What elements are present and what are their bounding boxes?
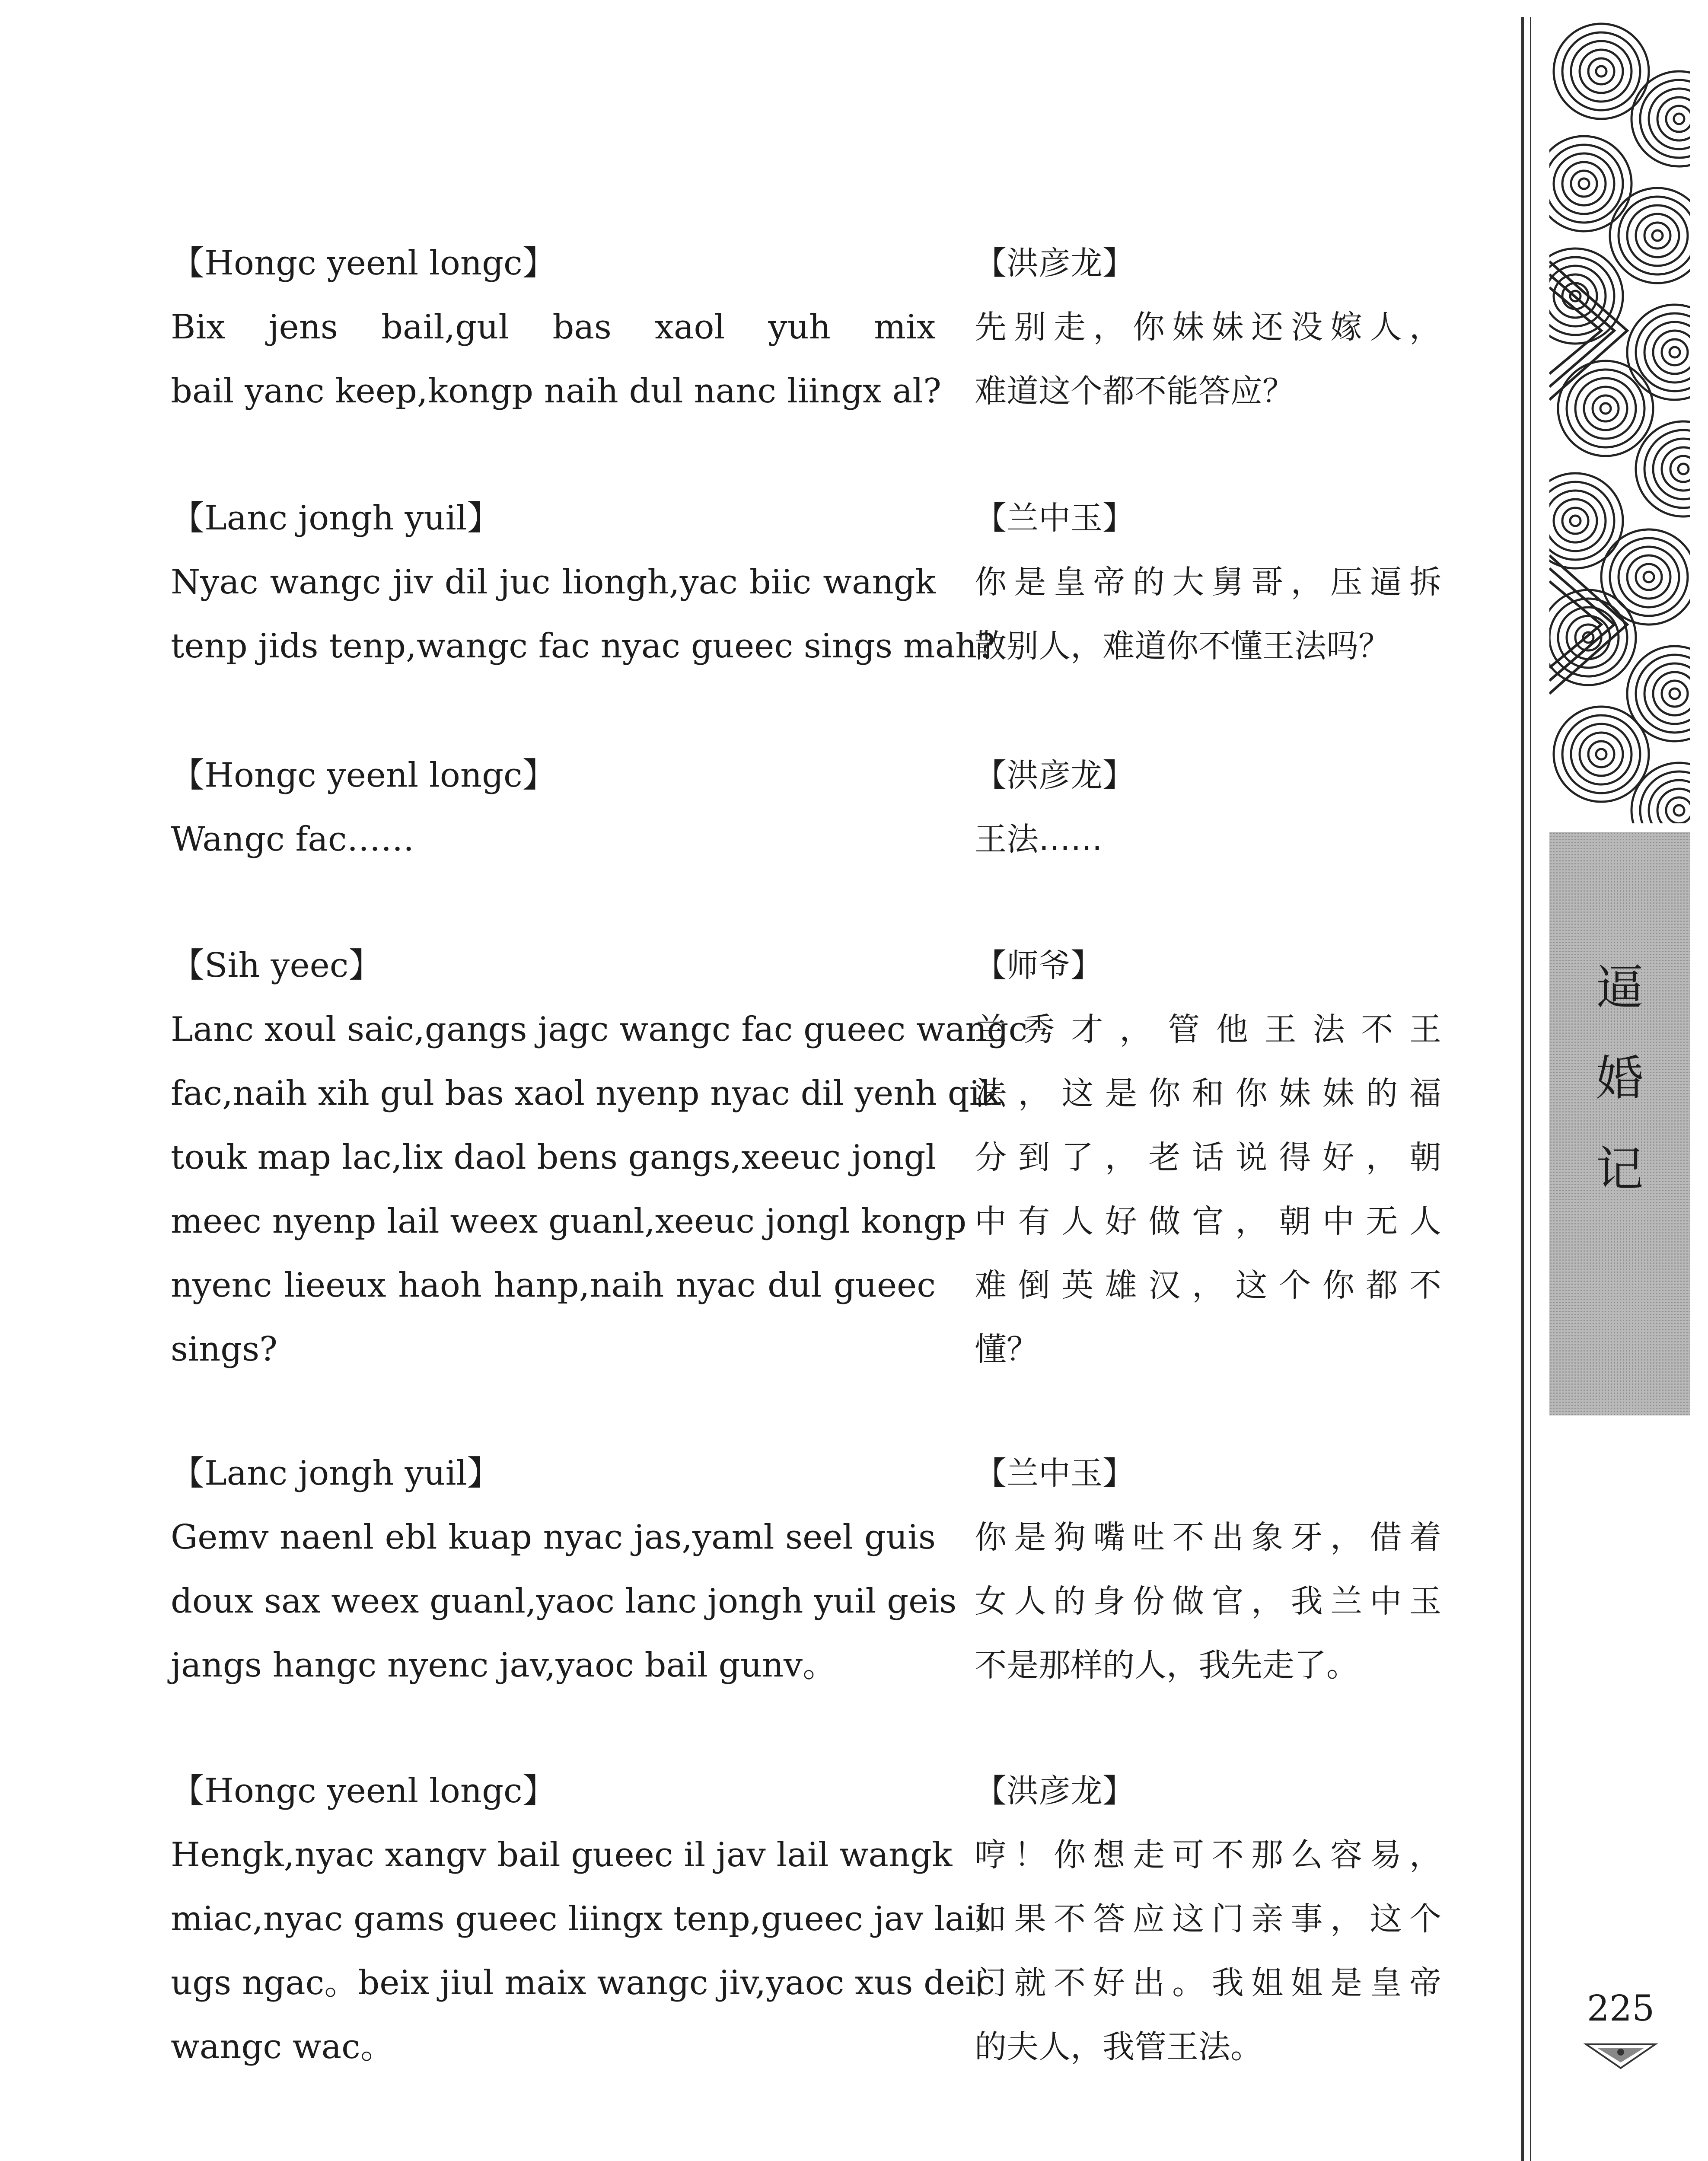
dong-line: wangc wac。 xyxy=(171,2027,394,2066)
chinese-line: 女人的身份做官，我兰中玉 xyxy=(975,1583,1441,1620)
speaker-chinese: 【洪彦龙】 xyxy=(975,757,1134,794)
dong-line: nyenc lieeux haoh hanp,naih nyac dul gueec xyxy=(171,1266,936,1305)
dong-line: tenp jids tenp,wangc fac nyac gueec sings mah? xyxy=(171,627,995,666)
dong-line: ugs ngac。beix jiul maix wangc jiv,yaoc xus deic xyxy=(171,1963,995,2002)
speaker-chinese: 【洪彦龙】 xyxy=(975,245,1134,282)
chinese-line: 你是狗嘴吐不出象牙，借着 xyxy=(975,1519,1441,1556)
cloud-wave-pattern xyxy=(1549,19,1690,823)
margin-rule-inner xyxy=(1530,17,1531,2161)
chapter-title-char: 婚 xyxy=(1596,1051,1644,1106)
chinese-column xyxy=(975,743,1441,871)
dong-line: Nyac wangc jiv dil juc liongh,yac biic wangk xyxy=(171,563,936,602)
dong-column xyxy=(171,1441,957,1697)
chinese-line: 散别人，难道你不懂王法吗？ xyxy=(975,628,1390,665)
chinese-line: 中有人好做官，朝中无人 xyxy=(975,1203,1441,1240)
speaker-chinese: 【兰中玉】 xyxy=(975,1455,1134,1492)
chinese-line: 先别走，你妹妹还没嫁人， xyxy=(975,309,1441,346)
dong-line: Lanc xoul saic,gangs jagc wangc fac gueec wangc xyxy=(171,1010,1028,1049)
chinese-column xyxy=(975,231,1441,423)
dong-line: Bix jens bail,gul bas xaol yuh mix xyxy=(171,308,936,347)
dong-line: meec nyenp lail weex guanl,xeeuc jongl kongp xyxy=(171,1202,967,1241)
speaker-chinese: 【师爷】 xyxy=(975,947,1103,984)
chinese-line: 法，这是你和你妹妹的福 xyxy=(975,1075,1441,1112)
speaker-chinese: 【兰中玉】 xyxy=(975,500,1134,537)
chapter-title-char: 逼 xyxy=(1596,960,1644,1015)
dong-line: doux sax weex guanl,yaoc lanc jongh yuil geis xyxy=(171,1582,957,1621)
dong-line: Gemv naenl ebl kuap nyac jas,yaml seel guis xyxy=(171,1518,936,1557)
dong-line: fac,naih xih gul bas xaol nyenp nyac dil yenh qik xyxy=(171,1074,1001,1113)
dong-column xyxy=(171,743,936,871)
page-number: 225 xyxy=(1587,1988,1655,2029)
dong-line: touk map lac,lix daol bens gangs,xeeuc jongl xyxy=(171,1138,937,1177)
chinese-line: 门就不好出。我姐姐是皇帝 xyxy=(975,1964,1441,2002)
chinese-line: 你是皇帝的大舅哥，压逼拆 xyxy=(975,564,1441,601)
speaker-dong: 【Lanc jongh yuil】 xyxy=(171,499,501,538)
chinese-line: 难倒英雄汉，这个你都不 xyxy=(975,1267,1441,1304)
speaker-dong: 【Hongc yeenl longc】 xyxy=(171,756,556,795)
margin-rule-outer xyxy=(1521,17,1524,2161)
speaker-chinese: 【洪彦龙】 xyxy=(975,1772,1134,1810)
chinese-line: 不是那样的人，我先走了。 xyxy=(975,1647,1358,1684)
chinese-line: 难道这个都不能答应？ xyxy=(975,373,1294,410)
chinese-line: 王法…… xyxy=(975,821,1103,858)
chinese-line: 懂？ xyxy=(975,1331,1039,1368)
chinese-column xyxy=(975,486,1441,678)
speaker-dong: 【Hongc yeenl longc】 xyxy=(171,244,556,283)
chapter-title xyxy=(1549,942,1690,1214)
dialogue-block xyxy=(0,1441,1469,1744)
dong-line: miac,nyac gams gueec liingx tenp,gueec jav lail xyxy=(171,1900,987,1938)
chinese-line: 兰秀才，管他王法不王 xyxy=(975,1011,1441,1048)
dialogue-block xyxy=(0,1759,1469,2088)
dong-column xyxy=(171,486,995,678)
dong-line: sings? xyxy=(171,1330,277,1369)
dong-line: Hengk,nyac xangv bail gueec il jav lail wangk xyxy=(171,1836,953,1874)
dong-line: Wangc fac…… xyxy=(171,820,414,859)
dong-column xyxy=(171,1759,995,2079)
speaker-dong: 【Sih yeec】 xyxy=(171,946,382,985)
dialogue-block xyxy=(0,934,1469,1383)
dong-line: jangs hangc nyenc jav,yaoc bail gunv。 xyxy=(171,1646,837,1685)
dong-line: bail yanc keep,kongp naih dul nanc liingx al? xyxy=(171,372,941,411)
chinese-column xyxy=(975,1759,1441,2079)
chapter-title-char: 记 xyxy=(1596,1141,1644,1197)
dong-column xyxy=(171,934,1028,1381)
speaker-dong: 【Hongc yeenl longc】 xyxy=(171,1772,556,1810)
chinese-column xyxy=(975,934,1441,1381)
dong-column xyxy=(171,231,941,423)
chinese-line: 哼！你想走可不那么容易， xyxy=(975,1836,1441,1874)
chinese-line: 的夫人，我管王法。 xyxy=(975,2028,1262,2065)
speaker-dong: 【Lanc jongh yuil】 xyxy=(171,1454,501,1493)
chinese-line: 如果不答应这门亲事，这个 xyxy=(975,1900,1441,1938)
page-ornament-icon xyxy=(1577,2040,1664,2070)
chinese-line: 分到了，老话说得好，朝 xyxy=(975,1139,1441,1176)
chinese-column xyxy=(975,1441,1441,1697)
